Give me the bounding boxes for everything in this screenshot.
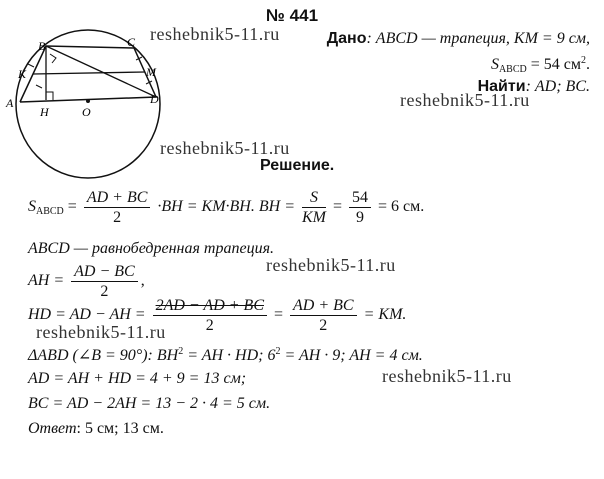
label-m: M [146, 65, 156, 79]
center-point [86, 99, 90, 103]
right-angle-h [46, 92, 53, 100]
watermark: reshebnik5-11.ru [400, 90, 530, 110]
watermark: reshebnik5-11.ru [160, 138, 290, 158]
solution-line-5: ΔABD (∠B = 90°): $BH^2$ = AH · HD; $6^2$ = AH · 9; AH = 4 см. [28, 346, 423, 364]
label-c: C [127, 35, 136, 49]
given-label: Дано [326, 30, 367, 47]
given-line1: : ABCD — трапеция, KM = 9 см, [366, 30, 590, 47]
midline-km [33, 72, 145, 74]
problem-number: № 441 [266, 6, 319, 25]
watermark: reshebnik5-11.ru [382, 366, 512, 386]
solution-line-2: ABCD — равнобедренная трапеция. [28, 240, 275, 257]
watermark: reshebnik5-11.ru [36, 322, 166, 342]
find-text: : AD; BC. [525, 78, 590, 95]
find-label: Найти [477, 78, 526, 95]
solution-heading: Решение. [260, 157, 335, 174]
given-block: Дано: ABCD — трапеция, KM = 9 см, $S_{ABCD} = 54$ $см^2$. [326, 30, 590, 75]
answer-text: : 5 см; 13 см. [76, 420, 164, 437]
find-block [478, 78, 590, 96]
area-symbol: S [490, 56, 499, 73]
label-a: A [6, 96, 14, 110]
solution-line-6: AD = AH + HD = 4 + 9 = 13 см; [28, 370, 247, 387]
area-exponent: 2 [581, 55, 586, 66]
watermark: reshebnik5-11.ru [266, 255, 396, 275]
label-h: H [40, 105, 49, 119]
area-subscript: ABCD [498, 64, 527, 75]
solution-line-1: $S_{ABCD}$ = $\frac{AD + BC}{2}$ ·BH = KM·BH. BH = $\frac{S}{KM}$ = $\frac{54}{9}$ = 6 см. [28, 189, 425, 226]
right-angle-b [50, 54, 56, 63]
label-o: O [82, 105, 91, 119]
solution-line-4: HD = AD − AH = $\frac{2AD - AD + BC}{2}$ = $\frac{AD + BC}{2}$ = KM. [28, 297, 407, 334]
watermark: reshebnik5-11.ru [150, 24, 280, 44]
solution-line-7: BC = AD − 2AH = 13 − 2 · 4 = 5 см. [28, 395, 271, 412]
label-b: B [38, 39, 46, 53]
label-k: K [18, 67, 27, 81]
label-d: D [150, 92, 159, 106]
answer-line [28, 420, 164, 438]
answer-label: Ответ [28, 420, 77, 437]
area-value: = 54 см [526, 56, 581, 73]
solution-line-3: AH = $\frac{AD - BC}{2}$ , [28, 263, 145, 300]
